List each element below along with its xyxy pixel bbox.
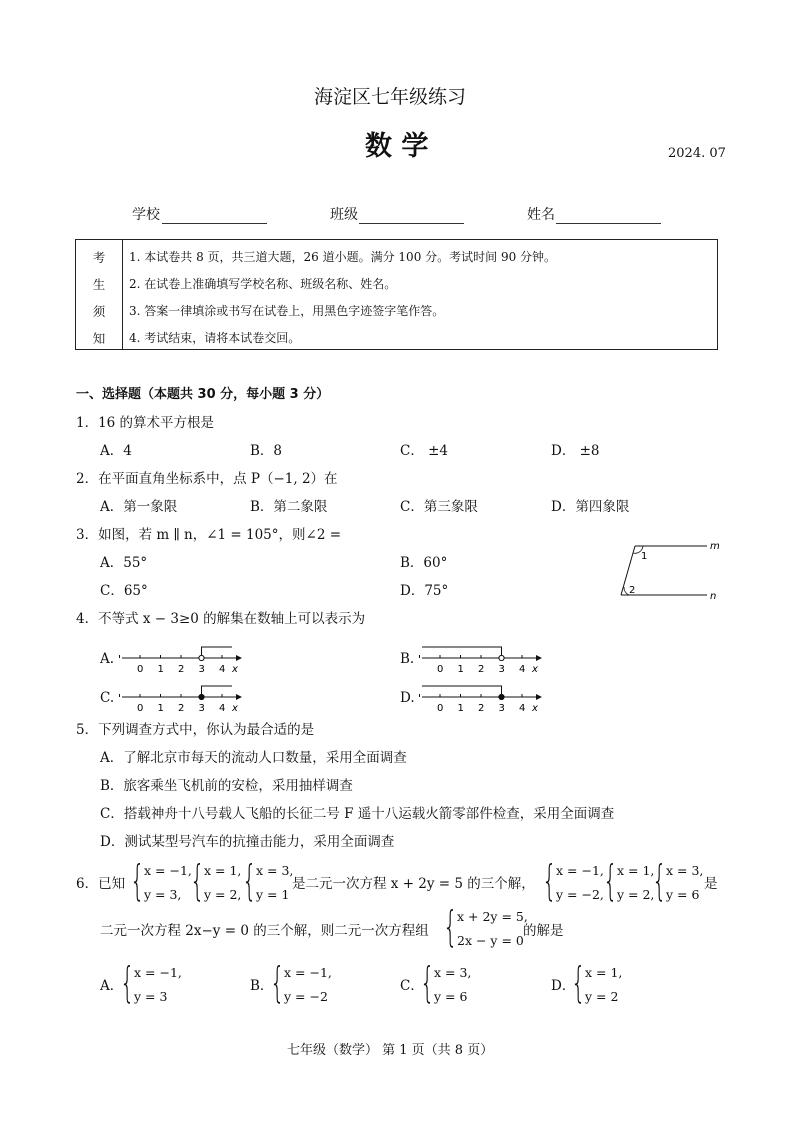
q1-stem: 1．16 的算术平方根是 <box>76 415 215 431</box>
q3-option-d[interactable]: D．75° <box>400 583 449 599</box>
q5-option-d[interactable]: D．测试某型号汽车的抗撞击能力，采用全面调查 <box>100 834 395 850</box>
q2-option-c[interactable]: C．第三象限 <box>400 499 478 515</box>
line-n-label: n <box>710 591 717 602</box>
q6-line2-end: 的解是 <box>523 923 564 939</box>
solution-set-bracket <box>422 686 502 697</box>
q5-option-c[interactable]: C．搭载神舟十八号载人飞船的长征二号 F 遥十八运载火箭零部件检查，采用全面调查 <box>100 806 615 822</box>
q1-option-b[interactable]: B．8 <box>250 443 283 459</box>
notice-label-char: 考 <box>92 250 106 265</box>
notice-label-char: 生 <box>92 277 106 292</box>
q6-sol4-x: x = −1, <box>556 863 604 878</box>
q6-option-b-letter[interactable]: B． <box>250 978 274 994</box>
q1-option-c[interactable]: C． ±4 <box>400 443 449 459</box>
tick-label: 4 <box>219 703 226 714</box>
q6-sol2-x: x = 1, <box>204 863 242 878</box>
axis-variable-label: x <box>532 664 538 675</box>
school-blank[interactable] <box>162 223 267 224</box>
q4-option-b-number-line[interactable] <box>418 640 548 676</box>
notice-item: 2. 在试卷上准确填写学校名称、班级名称、姓名。 <box>129 277 397 291</box>
q5-stem: 5．下列调查方式中，你认为最合适的是 <box>76 722 315 738</box>
notice-item: 3. 答案一律填涂或书写在试卷上，用黑色字迹签字笔作答。 <box>129 304 445 318</box>
q6-sol6-x: x = 3, <box>666 863 704 878</box>
subject-title: 数 学 <box>365 131 429 162</box>
tick-label: 2 <box>478 703 485 714</box>
q4-option-c-letter[interactable]: C. <box>100 690 115 706</box>
q5-option-a[interactable]: A．了解北京市每天的流动人口数量，采用全面调查 <box>100 750 407 766</box>
open-point <box>199 655 204 660</box>
q6-option-a-y: y = 3 <box>134 989 168 1004</box>
axis-variable-label: x <box>232 703 238 714</box>
q4-option-b-letter[interactable]: B. <box>400 651 415 667</box>
solution-set-bracket <box>422 647 502 658</box>
q6-option-a-letter[interactable]: A． <box>100 978 124 994</box>
tick-label: 0 <box>137 703 144 714</box>
q4-option-d-letter[interactable]: D. <box>400 690 415 706</box>
q3-option-a[interactable]: A．55° <box>100 555 148 571</box>
q6-sol4-y: y = −2, <box>556 887 604 902</box>
tick-label: 0 <box>437 664 444 675</box>
tick-label: 3 <box>498 664 505 675</box>
q6-line2-text: 二元一次方程 2x−y = 0 的三个解，则二元一次方程组 <box>100 923 429 939</box>
q6-system-eq1: x + 2y = 5, <box>457 909 528 924</box>
q6-option-c-letter[interactable]: C． <box>400 978 424 994</box>
tick-label: 3 <box>198 703 205 714</box>
tick-label: 4 <box>519 664 526 675</box>
tick-label: 3 <box>498 703 505 714</box>
axis-arrow <box>236 694 242 700</box>
q6-sol2-y: y = 2, <box>204 887 242 902</box>
solution-set-bracket <box>202 647 233 658</box>
closed-point <box>499 694 504 699</box>
q6-option-b-x: x = −1, <box>284 965 332 980</box>
open-point <box>499 655 504 660</box>
q6-option-d-x: x = 1, <box>585 965 623 980</box>
tick-label: 1 <box>457 664 464 675</box>
exam-date: 2024. 07 <box>668 146 726 161</box>
axis-variable-label: x <box>532 703 538 714</box>
q2-option-a[interactable]: A．第一象限 <box>100 499 178 515</box>
notice-label-char: 须 <box>92 304 106 319</box>
axis-variable-label: x <box>232 664 238 675</box>
tick-label: 4 <box>519 703 526 714</box>
q6-prefix: 6．已知 <box>76 876 126 892</box>
tick-label: 2 <box>478 664 485 675</box>
axis-arrow <box>536 655 542 661</box>
angle-2-label: 2 <box>629 585 636 596</box>
tick-label: 1 <box>457 703 464 714</box>
tick-label: 1 <box>157 664 164 675</box>
q6-option-a-x: x = −1, <box>134 965 182 980</box>
q6-sol5-x: x = 1, <box>617 863 655 878</box>
angle-1-label: 1 <box>641 551 648 562</box>
tick-label: 2 <box>178 664 185 675</box>
q1-option-d[interactable]: D． ±8 <box>551 443 600 459</box>
q6-option-c-x: x = 3, <box>434 965 472 980</box>
line-m-label: m <box>710 541 720 552</box>
tick-label: 1 <box>157 703 164 714</box>
closed-point <box>199 694 204 699</box>
tick-label: 3 <box>198 664 205 675</box>
page-footer: 七年级（数学） 第 1 页（共 8 页） <box>287 1043 494 1058</box>
q4-stem: 4．不等式 x − 3≥0 的解集在数轴上可以表示为 <box>76 611 366 627</box>
axis-arrow <box>236 655 242 661</box>
q3-option-b[interactable]: B．60° <box>400 555 448 571</box>
q6-option-d-y: y = 2 <box>585 989 619 1004</box>
axis-arrow <box>536 694 542 700</box>
q1-option-a[interactable]: A．4 <box>100 443 132 459</box>
q6-option-c-y: y = 6 <box>434 989 468 1004</box>
q6-option-d-letter[interactable]: D． <box>551 978 576 994</box>
q6-sol3-y: y = 1 <box>256 887 290 902</box>
q3-option-c[interactable]: C．65° <box>100 583 148 599</box>
section-heading: 一、选择题（本题共 30 分，每小题 3 分） <box>76 387 330 402</box>
q6-sol6-y: y = 6 <box>666 887 700 902</box>
q6-sol5-y: y = 2, <box>617 887 655 902</box>
q4-option-c-number-line[interactable] <box>118 679 248 715</box>
q4-option-a-number-line[interactable] <box>118 640 248 676</box>
name-blank[interactable] <box>556 223 661 224</box>
notice-box <box>75 239 718 350</box>
q2-stem: 2．在平面直角坐标系中，点 P（−1, 2）在 <box>76 471 338 487</box>
class-blank[interactable] <box>359 223 464 224</box>
q5-option-b[interactable]: B．旅客乘坐飞机前的安检，采用抽样调查 <box>100 778 353 794</box>
q6-sol1-x: x = −1, <box>144 863 192 878</box>
tick-label: 0 <box>137 664 144 675</box>
q2-option-b[interactable]: B．第二象限 <box>250 499 328 515</box>
tick-label: 2 <box>178 703 185 714</box>
q6-sol1-y: y = 3, <box>144 887 182 902</box>
q6-option-b-y: y = −2 <box>284 989 328 1004</box>
exam-title: 海淀区七年级练习 <box>314 86 467 108</box>
notice-item: 4. 考试结束，请将本试卷交回。 <box>129 331 301 345</box>
q2-option-d[interactable]: D．第四象限 <box>551 499 630 515</box>
notice-item: 1. 本试卷共 8 页，共三道大题，26 道小题。满分 100 分。考试时间 90 分钟。 <box>129 250 557 264</box>
q6-sol3-x: x = 3, <box>256 863 294 878</box>
q4-option-d-number-line[interactable] <box>418 679 548 715</box>
q6-end-text: 是 <box>704 876 718 892</box>
parallel-lines-figure <box>615 536 725 604</box>
solution-set-bracket <box>202 686 233 697</box>
tick-label: 4 <box>219 664 226 675</box>
q4-option-a-letter[interactable]: A. <box>100 651 115 667</box>
tick-label: 0 <box>437 703 444 714</box>
q6-mid-text: 是二元一次方程 x + 2y = 5 的三个解， <box>292 876 535 892</box>
notice-label-char: 知 <box>92 331 106 346</box>
q3-stem: 3．如图，若 m ∥ n，∠1 = 105°，则∠2 = <box>76 527 342 543</box>
name-label: 姓名 <box>527 207 555 223</box>
school-label: 学校 <box>132 207 160 223</box>
class-label: 班级 <box>330 207 358 223</box>
q6-system-eq2: 2x − y = 0 <box>457 933 524 948</box>
